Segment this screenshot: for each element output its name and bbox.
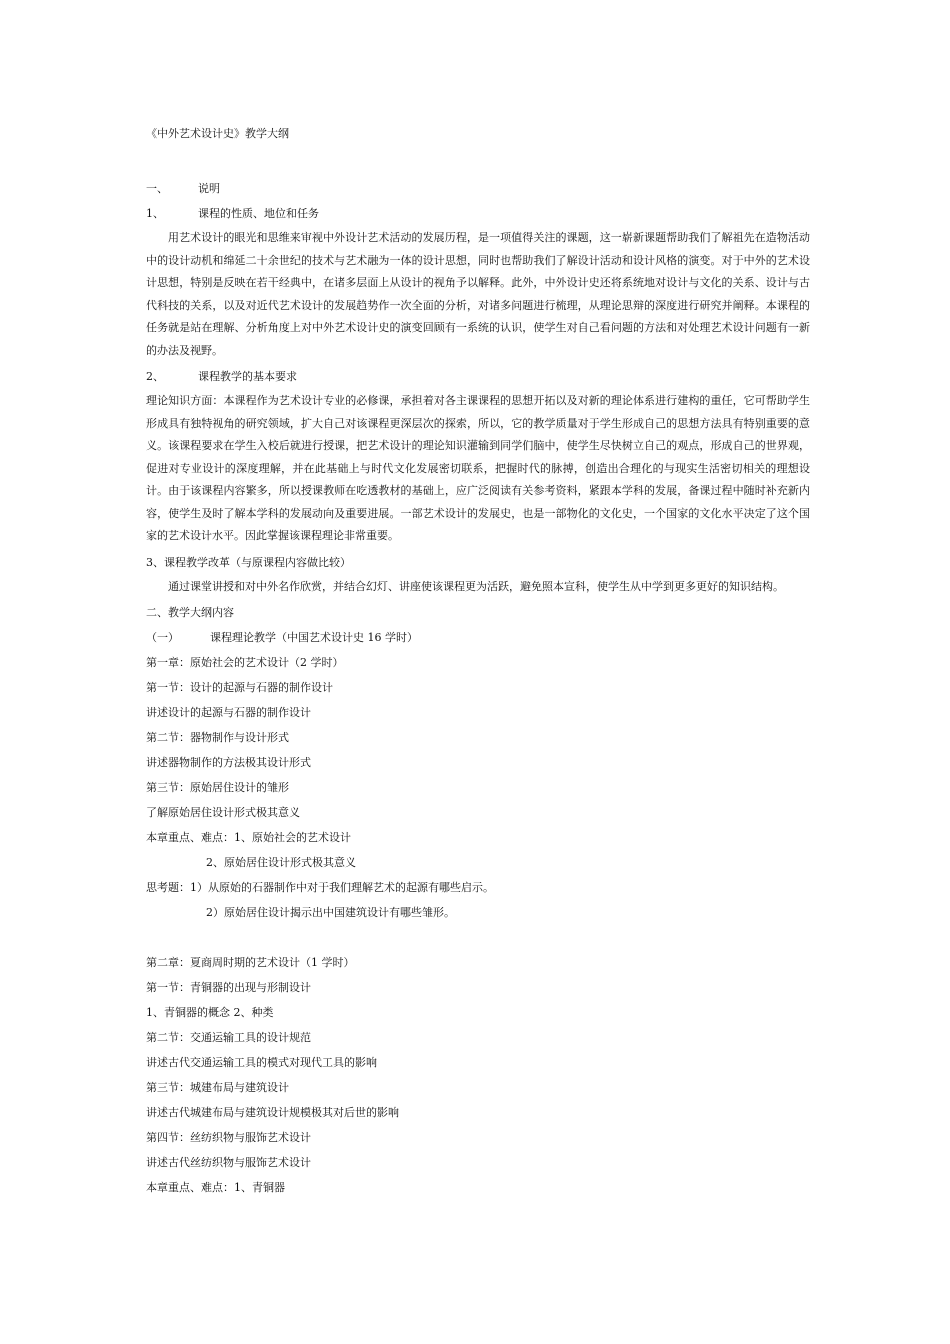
chapter-1-line: 讲述器物制作的方法极其设计形式 [146,756,311,769]
chapter-1-questions: 思考题：1）从原始的石器制作中对于我们理解艺术的起源有哪些启示。 [146,881,494,894]
chapter-2-key-points: 本章重点、难点：1、青铜器 [146,1181,285,1194]
chapter-2-title: 第二章：夏商周时期的艺术设计（1 学时） [146,956,355,969]
blank-line [146,925,810,950]
chapter-2-line: 第二节：交通运输工具的设计规范 [146,1031,311,1044]
chapter-1-questions-2: 2）原始居住设计揭示出中国建筑设计有哪些雏形。 [206,906,455,919]
chapter-1-title: 第一章：原始社会的艺术设计（2 学时） [146,656,344,669]
chapter-1-key-points: 本章重点、难点：1、原始社会的艺术设计 [146,831,351,844]
chapter-2-line: 讲述古代交通运输工具的模式对现代工具的影响 [146,1056,377,1069]
sub-label: 课程理论教学（中国艺术设计史 16 学时） [210,631,418,644]
chapter-2-line: 讲述古代城建布局与建筑设计规模极其对后世的影响 [146,1106,399,1119]
chapter-2-line: 1、青铜器的概念 2、种类 [146,1006,274,1019]
paragraph-teaching-reform: 通过课堂讲授和对中外名作欣赏，并结合幻灯、讲座使该课程更为活跃，避免照本宣科，使学生从中学到更多更好的知识结构。 [168,579,784,593]
chapter-2-line: 第一节：青铜器的出现与形制设计 [146,981,311,994]
chapter-1-line: 讲述设计的起源与石器的制作设计 [146,706,311,719]
chapter-2-line: 讲述古代丝纺织物与服饰艺术设计 [146,1156,311,1169]
chapter-1-line: 了解原始居住设计形式极其意义 [146,806,300,819]
section-heading-1 [146,176,810,201]
paragraph-course-nature: 用艺术设计的眼光和思维来审视中外设计艺术活动的发展历程，是一项值得关注的课题，这一崭新课题帮助我们了解祖先在造物活动中的设计动机和绵延二十余世纪的技术与艺术融为一体的设计思想，同时也帮助我们了解设计活动和设计风格的演变。对于中外的艺术设计思想，特别是反映在若干经典中，在诸多层面上从设计的视角予以解释。此外，中外设计史还将系统地对设计与文化的关系、设计与古代科技的关系，以及对近代艺术设计的发展趋势作一次全面的分析，对诸多问题进行梳理，从理论思辩的深度进行研究并阐释。本课程的任务就是站在理解、分析角度上对中外艺术设计史的演变回顾有一系统的认识，使学生对自己看问题的方法和对处理艺术设计问题有一新的办法及视野。 [146,231,810,357]
subsection-label: 课程的性质、地位和任务 [198,207,319,220]
subsection-heading-1-3: 3、课程教学改革（与原课程内容做比较） [146,555,351,569]
chapter-1-line: 第二节：器物制作与设计形式 [146,731,289,744]
section-heading-2: 二、教学大纲内容 [146,606,234,619]
section-number: 一、 [146,182,168,195]
chapter-2-line: 第三节：城建布局与建筑设计 [146,1081,289,1094]
subsection-number: 1、 [146,207,164,220]
document-page [146,120,810,1200]
sub-number: （一） [146,631,179,644]
paragraph-basic-requirements: 理论知识方面：本课程作为艺术设计专业的必修课，承担着对各主课课程的思想开拓以及对新的理论体系进行建构的重任，它可帮助学生形成具有独特视角的研究领域，扩大自己对该课程更深层次的探索，所以，它的教学质量对于学生形成自己的思想方法具有特别重要的意义。该课程要求在学生入校后就进行授课，把艺术设计的理论知识灌输到同学们脑中，使学生尽快树立自己的观点，形成自己的世界观，促进对专业设计的深度理解，并在此基础上与时代文化发展密切联系，把握时代的脉搏，创造出合理化的与现实生活密切相关的理想设计。由于该课程内容繁多，所以授课教师在吃透教材的基础上，应广泛阅读有关参考资料，紧跟本学科的发展，备课过程中随时补充新内容，使学生及时了解本学科的发展动向及重要进展。一部艺术设计的发展史，也是一部物化的文化史，一个国家的文化水平决定了这个国家的艺术设计水平。因此掌握该课程理论非常重要。 [146,394,810,542]
chapter-1-key-points-2: 2、原始居住设计形式极其意义 [206,856,356,869]
document-title: 《中外艺术设计史》教学大纲 [146,127,289,140]
sub-heading-theory [146,625,810,650]
chapter-2-line: 第四节：丝纺织物与服饰艺术设计 [146,1131,311,1144]
section-label: 说明 [198,182,220,195]
subsection-label: 课程教学的基本要求 [198,370,297,383]
chapter-1-line: 第三节：原始居住设计的雏形 [146,781,289,794]
subsection-heading-1-2 [146,364,810,389]
subsection-number: 2、 [146,370,164,383]
chapter-1-line: 第一节：设计的起源与石器的制作设计 [146,681,333,694]
subsection-heading-1-1 [146,201,810,226]
